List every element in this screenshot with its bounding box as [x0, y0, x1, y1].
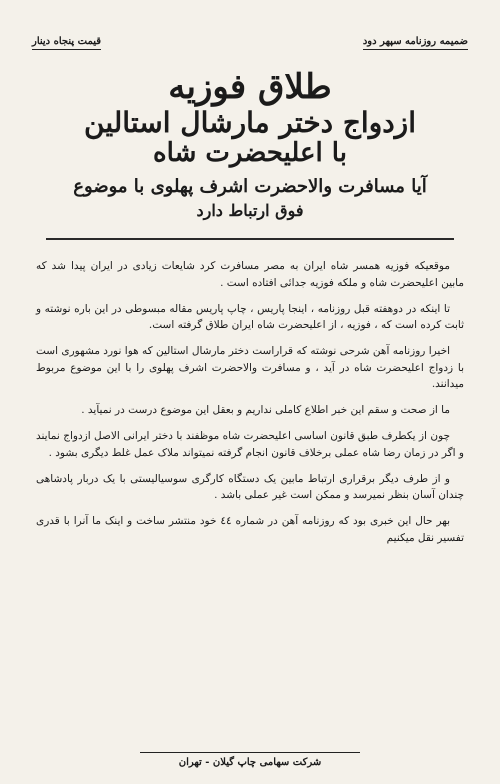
separator-rule: [46, 238, 454, 240]
footer-rule: [140, 752, 360, 753]
article-paragraph-2: تا اینکه در دوهفته قبل روزنامه ، اینجا پاریس ، چاپ پاریس مقاله مبسوطی در این باره نوشته و ثابت کرده است که ، فوزیه ، از اعلیحضرت شاه ایران طلاق گرفته است.: [36, 302, 464, 332]
top-bar: [32, 36, 468, 50]
headline-question-1: آیا مسافرت والاحضرت اشرف پهلوی با موضوع: [73, 176, 427, 198]
article-paragraph-5: چون از یکطرف طبق قانون اساسی اعلیحضرت شاه موظفند با دختر ایرانی الاصل ازدواج نمایند و اگر در زمان رضا شاه عملی برخلاف قانون انجام گرفته نمیتواند ملاک عمل غلط دیگری بشود .: [36, 430, 464, 459]
article-paragraph-4: ما از صحت و سقم این خبر اطلاع کاملی نداریم و بعقل این موضوع درست در نمیآید .: [81, 404, 450, 417]
article-paragraph-7: بهر حال این خبری بود که روزنامه آهن در شماره ٤٤ خود منتشر ساخت و اینک ما آنرا با قدری تفسیر نقل میکنیم: [36, 515, 464, 544]
headline-block: [26, 68, 474, 220]
article-paragraph-3: اخیرا روزنامه آهن شرحی نوشته که قراراست دختر مارشال استالین که هوا نورد مشهوری است با زدواج اعلیحضرت شاه در آید ، و مسافرت والاحضرت اشرف پهلوی را با این موضوع مربوط میدانند.: [36, 345, 464, 390]
publication-name: ضمیمه روزنامه سپهر دود: [363, 36, 468, 50]
article-paragraph-6: و از طرف دیگر برقراری ارتباط مابین یک دستگاه کارگری سوسیالیستی با یک دربار پادشاهی چندان آسان بنظر نمیرسد و ممکن است غیر عملی باشد .: [36, 472, 464, 502]
printer-footer: [0, 752, 500, 768]
article-paragraph-1: موقعیکه فوزیه همسر شاه ایران به مصر مسافرت کرد شایعات زیادی در ایران پیدا شد که مابین اعلیحضرت شاه و ملکه فوزیه جدائی افتاده است .: [36, 260, 464, 289]
headline-question-2: فوق ارتباط دارد: [196, 200, 304, 220]
article-body: [26, 258, 474, 546]
headline-main: طلاق فوزیه: [168, 67, 332, 107]
headline-sub-1: ازدواج دختر مارشال استالین: [84, 106, 416, 140]
price-label: قیمت پنجاه دینار: [32, 36, 101, 50]
printer-name: شرکت سهامی چاپ گیلان - تهران: [178, 757, 322, 768]
headline-sub-2: با اعلیحضرت شاه: [153, 138, 347, 169]
